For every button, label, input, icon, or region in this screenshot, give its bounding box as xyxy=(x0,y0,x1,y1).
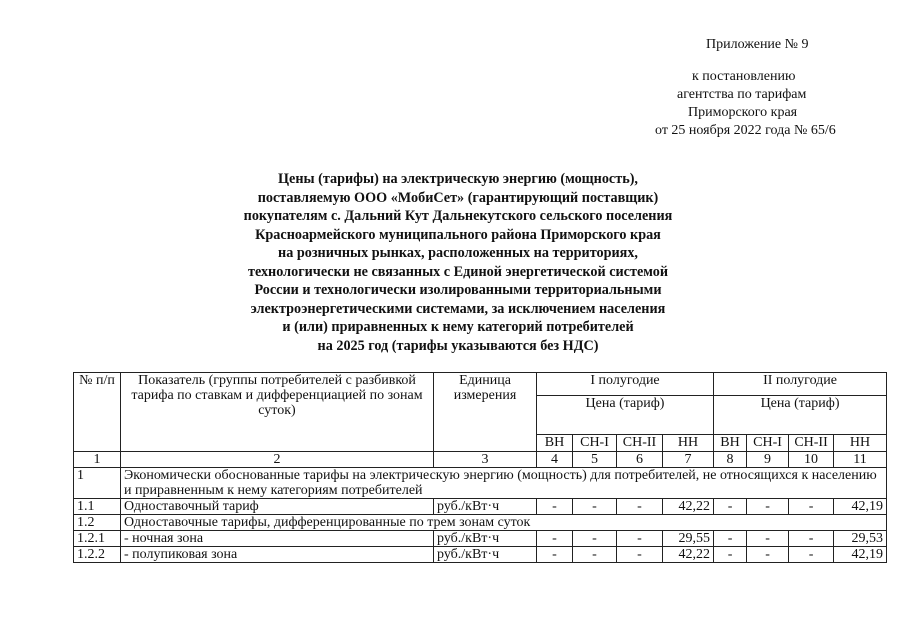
document-title xyxy=(150,170,766,355)
header-indicator: Показатель (группы потребителей с разбивкой тарифа по ставкам и дифференциацией по зонам суток) xyxy=(121,373,434,452)
cell-value: - xyxy=(537,547,573,563)
cell-value: - xyxy=(573,499,617,515)
appendix-line-3: Приморского края xyxy=(688,105,798,120)
title-line: технологически не связанных с Единой энергетической системой xyxy=(247,263,668,280)
row-number: 1.1 xyxy=(74,499,121,515)
header-level: СН-I xyxy=(573,435,617,452)
column-number: 3 xyxy=(434,452,537,468)
cell-value: - xyxy=(747,531,789,547)
table-row xyxy=(74,531,887,547)
title-line: покупателям с. Дальний Кут Дальнекутского сельского поселения xyxy=(243,208,673,224)
column-number-row xyxy=(74,452,887,468)
cell-value: - xyxy=(789,547,834,563)
header-level: НН xyxy=(663,435,714,452)
column-number: 8 xyxy=(714,452,747,468)
column-number: 10 xyxy=(789,452,834,468)
appendix-line-1: к постановлению xyxy=(692,69,796,84)
title-line: на розничных рынках, расположенных на территориях, xyxy=(278,245,638,261)
row-number: 1.2.2 xyxy=(74,547,121,563)
cell-value: - xyxy=(617,531,663,547)
section-text: Одноставочные тарифы, дифференцированные по трем зонам суток xyxy=(121,515,887,531)
appendix-line-4: от 25 ноября 2022 года № 65/6 xyxy=(655,123,836,138)
cell-value: - xyxy=(537,499,573,515)
header-level: СН-II xyxy=(789,435,834,452)
row-unit: руб./кВт·ч xyxy=(434,499,537,515)
cell-value: - xyxy=(714,531,747,547)
column-number: 7 xyxy=(663,452,714,468)
appendix-number: Приложение № 9 xyxy=(706,37,809,52)
table-row xyxy=(74,499,887,515)
table-row xyxy=(74,547,887,563)
title-line: Цены (тарифы) на электрическую энергию (мощность), xyxy=(278,171,638,187)
column-number: 9 xyxy=(747,452,789,468)
row-name: - ночная зона xyxy=(121,531,434,547)
cell-value: - xyxy=(617,547,663,563)
header-half-1: I полугодие xyxy=(537,373,714,396)
header-level: ВН xyxy=(714,435,747,452)
cell-value: - xyxy=(714,499,747,515)
cell-value: - xyxy=(789,499,834,515)
row-name: - полупиковая зона xyxy=(121,547,434,563)
cell-value: 29,53 xyxy=(834,531,887,547)
column-number: 6 xyxy=(617,452,663,468)
section-row xyxy=(74,515,887,531)
cell-value: - xyxy=(789,531,834,547)
row-number: 1.2 xyxy=(74,515,121,531)
cell-value: 42,19 xyxy=(834,499,887,515)
row-unit: руб./кВт·ч xyxy=(434,531,537,547)
appendix-block xyxy=(560,36,890,140)
header-price-2: Цена (тариф) xyxy=(714,396,887,435)
column-number: 5 xyxy=(573,452,617,468)
cell-value: - xyxy=(747,547,789,563)
row-unit: руб./кВт·ч xyxy=(434,547,537,563)
title-line: и (или) приравненных к нему категорий потребителей xyxy=(282,319,634,335)
row-number: 1 xyxy=(74,468,121,499)
header-level: НН xyxy=(834,435,887,452)
cell-value: - xyxy=(537,531,573,547)
cell-value: - xyxy=(573,547,617,563)
title-line: Красноармейского муниципального района Приморского края xyxy=(255,226,661,243)
cell-value: - xyxy=(617,499,663,515)
appendix-line-2: агентства по тарифам xyxy=(677,87,807,102)
header-price-1: Цена (тариф) xyxy=(537,396,714,435)
header-num: № п/п xyxy=(74,373,121,452)
cell-value: 42,22 xyxy=(663,499,714,515)
row-name: Одноставочный тариф xyxy=(121,499,434,515)
row-number: 1.2.1 xyxy=(74,531,121,547)
header-level: СН-I xyxy=(747,435,789,452)
title-line: на 2025 год (тарифы указываются без НДС) xyxy=(317,337,599,354)
column-number: 11 xyxy=(834,452,887,468)
cell-value: - xyxy=(747,499,789,515)
header-half-2: II полугодие xyxy=(714,373,887,396)
tariff-table xyxy=(73,372,887,563)
cell-value: 42,22 xyxy=(663,547,714,563)
column-number: 2 xyxy=(121,452,434,468)
column-number: 4 xyxy=(537,452,573,468)
cell-value: - xyxy=(714,547,747,563)
cell-value: 29,55 xyxy=(663,531,714,547)
column-number: 1 xyxy=(74,452,121,468)
section-text: Экономически обоснованные тарифы на электрическую энергию (мощность) для потребителей, не относящихся к населению и приравненным к нему категориям потребителей xyxy=(121,468,887,499)
header-unit: Единица измерения xyxy=(434,373,537,452)
title-line: электроэнергетическими системами, за исключением населения xyxy=(250,300,666,317)
header-level: ВН xyxy=(537,435,573,452)
header-level: СН-II xyxy=(617,435,663,452)
section-row xyxy=(74,468,887,499)
cell-value: 42,19 xyxy=(834,547,887,563)
table-header-row xyxy=(74,373,887,396)
cell-value: - xyxy=(573,531,617,547)
title-line: поставляемую ООО «МобиСет» (гарантирующий поставщик) xyxy=(257,189,659,206)
title-line: России и технологически изолированными территориальными xyxy=(254,282,662,298)
